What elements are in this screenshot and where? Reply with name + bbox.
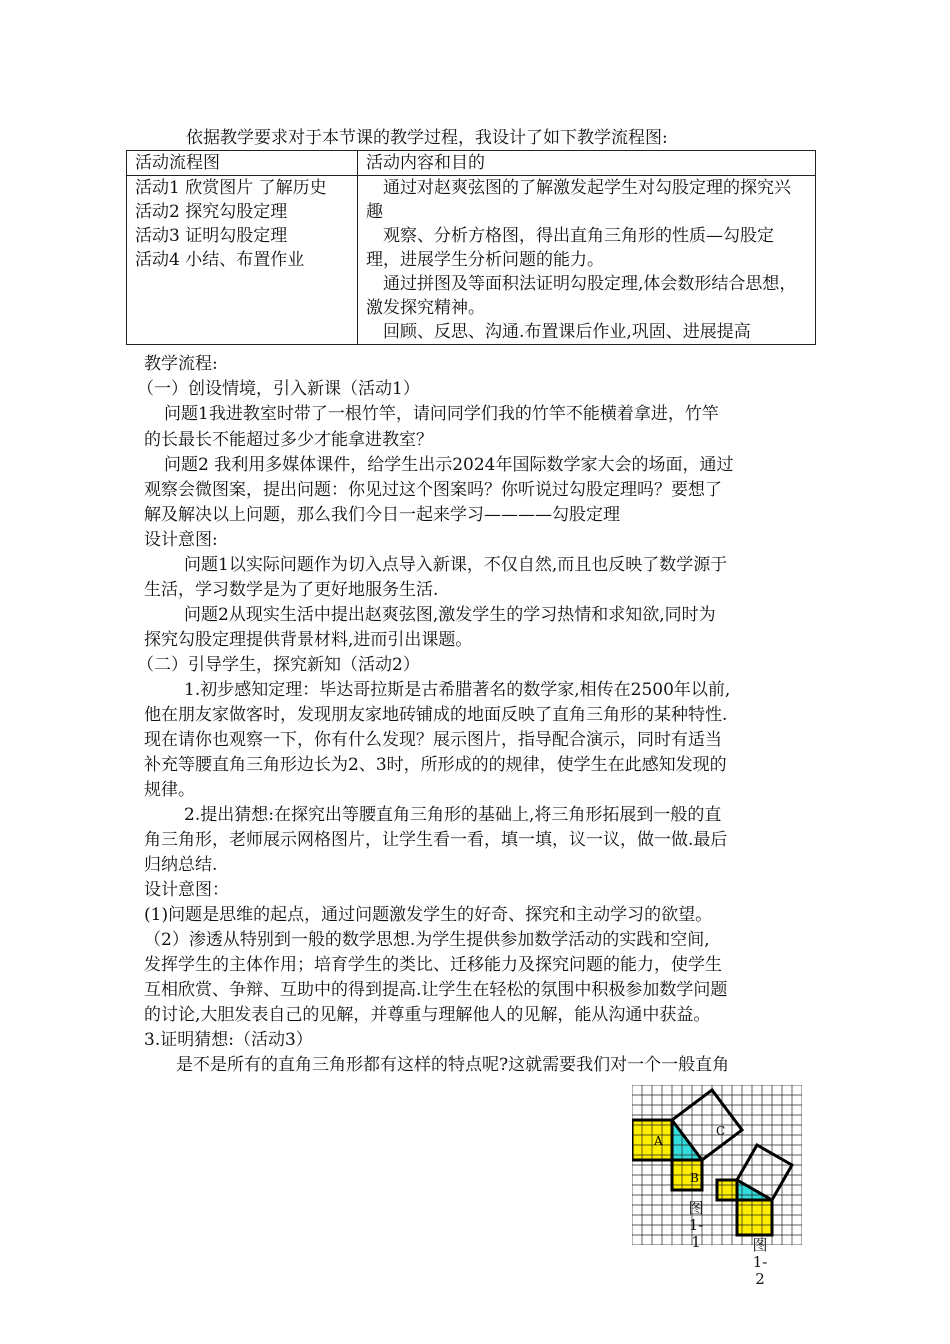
text-line: (1)问题是思维的起点，通过问题激发学生的好奇、探究和主动学习的欲望。	[144, 905, 713, 925]
text-line: 的讨论,大胆发表自己的见解，并尊重与理解他人的见解，能从沟通中获益。	[144, 1005, 711, 1025]
square-a2	[717, 1180, 737, 1200]
text-line: 的长最长不能超过多少才能拿进教室？	[144, 430, 433, 450]
text-line: 设计意图:	[144, 530, 218, 550]
caption-char: 图	[688, 1199, 704, 1217]
text-line: 2.提出猜想:在探究出等腰直角三角形的基础上,将三角形拓展到一般的直	[184, 805, 722, 825]
caption-char: 图	[752, 1236, 768, 1254]
table-header-row	[127, 151, 816, 176]
text-line: 他在朋友家做客时，发现朋友家地砖铺成的地面反映了直角三角形的某种特性.	[144, 705, 728, 725]
section-heading-2: （二）引导学生，探究新知（活动2）	[137, 655, 420, 675]
text-line: 观察会微图案，提出问题：你见过这个图案吗？你听说过勾股定理吗？要想了	[144, 480, 722, 500]
purpose-2: 观察、分析方格图，得出直角三角形的性质—勾股定理，进展学生分析问题的能力。	[366, 226, 774, 270]
intro-text: 依据教学要求对于本节课的教学过程，我设计了如下教学流程图:	[186, 128, 668, 148]
text-line: 解及解决以上问题，那么我们今日一起来学习————勾股定理	[144, 505, 620, 525]
caption-char: 1	[691, 1233, 701, 1251]
caption-char: 1-	[688, 1216, 704, 1234]
text-line: 探究勾股定理提供背景材料,进而引出课题。	[144, 630, 473, 650]
label-a: A	[654, 1134, 663, 1148]
activity-3: 活动3 证明勾股定理	[135, 226, 288, 246]
text-line: 问题1我进教室时带了一根竹竿，请问同学们我的竹竿不能横着拿进，竹竿	[164, 404, 719, 424]
activity-column	[127, 176, 358, 345]
text-line: 现在请你也观察一下，你有什么发现？展示图片，指导配合演示，同时有适当	[144, 730, 722, 750]
caption-char: 2	[755, 1270, 765, 1288]
label-b: B	[690, 1171, 699, 1185]
section-heading-1: （一）创设情境，引入新课（活动1）	[137, 379, 420, 399]
text-line: 问题1以实际问题作为切入点导入新课，不仅自然,而且也反映了数学源于	[184, 555, 728, 575]
text-line: 角三角形，老师展示网格图片，让学生看一看，填一填，议一议，做一做.最后	[144, 830, 728, 850]
text-line: （2）渗透从特别到一般的数学思想.为学生提供参加数学活动的实践和空间,	[144, 930, 710, 950]
text-line: 归纳总结.	[144, 855, 218, 875]
text-line: 教学流程:	[144, 354, 218, 374]
label-c: C	[716, 1124, 726, 1138]
purpose-3: 通过拼图及等面积法证明勾股定理,体会数形结合思想，激发探究精神。	[366, 274, 797, 318]
activity-flow-table	[126, 150, 816, 345]
caption-char: 1-	[752, 1253, 768, 1271]
text-line: 1.初步感知定理：毕达哥拉斯是古希腊著名的数学家,相传在2500年以前,	[184, 680, 731, 700]
activity-2: 活动2 探究勾股定理	[135, 202, 288, 222]
table-row	[127, 176, 816, 345]
text-line: 生活，学习数学是为了更好地服务生活.	[144, 580, 439, 600]
text-line: 问题2 我利用多媒体课件，给学生出示2024年国际数学家大会的场面，通过	[164, 455, 734, 475]
text-line: 设计意图：	[144, 880, 229, 900]
text-line: 补充等腰直角三角形边长为2、3时，所形成的的规律，使学生在此感知发现的	[144, 755, 727, 775]
text-line: 互相欣赏、争辩、互助中的得到提高.让学生在轻松的氛围中积极参加数学问题	[144, 980, 728, 1000]
text-line: 是不是所有的直角三角形都有这样的特点呢?这就需要我们对一个一般直角	[176, 1055, 730, 1075]
text-line: 问题2从现实生活中提出赵爽弦图,激发学生的学习热情和求知欲,同时为	[184, 605, 716, 625]
caption-figure-1-2	[750, 1237, 770, 1288]
grid-figure-svg	[632, 1085, 802, 1245]
activity-1: 活动1 欣赏图片 了解历史	[135, 178, 327, 198]
header-activity: 活动流程图	[127, 151, 358, 176]
grid-lines	[632, 1085, 802, 1245]
purpose-4: 回顾、反思、沟通.布置课后作业,巩固、进展提高	[383, 322, 751, 342]
purpose-1: 通过对赵爽弦图的了解激发起学生对勾股定理的探究兴趣	[366, 178, 791, 222]
text-line: 3.证明猜想:（活动3）	[144, 1030, 313, 1050]
activity-4: 活动4 小结、布置作业	[135, 250, 305, 270]
text-line: 规律。	[144, 780, 195, 800]
text-line: 发挥学生的主体作用；培育学生的类比、迁移能力及探究问题的能力，使学生	[144, 955, 722, 975]
grid-figure	[632, 1085, 802, 1245]
caption-figure-1-1	[686, 1200, 706, 1251]
header-purpose: 活动内容和目的	[358, 151, 816, 176]
purpose-column	[358, 176, 816, 345]
